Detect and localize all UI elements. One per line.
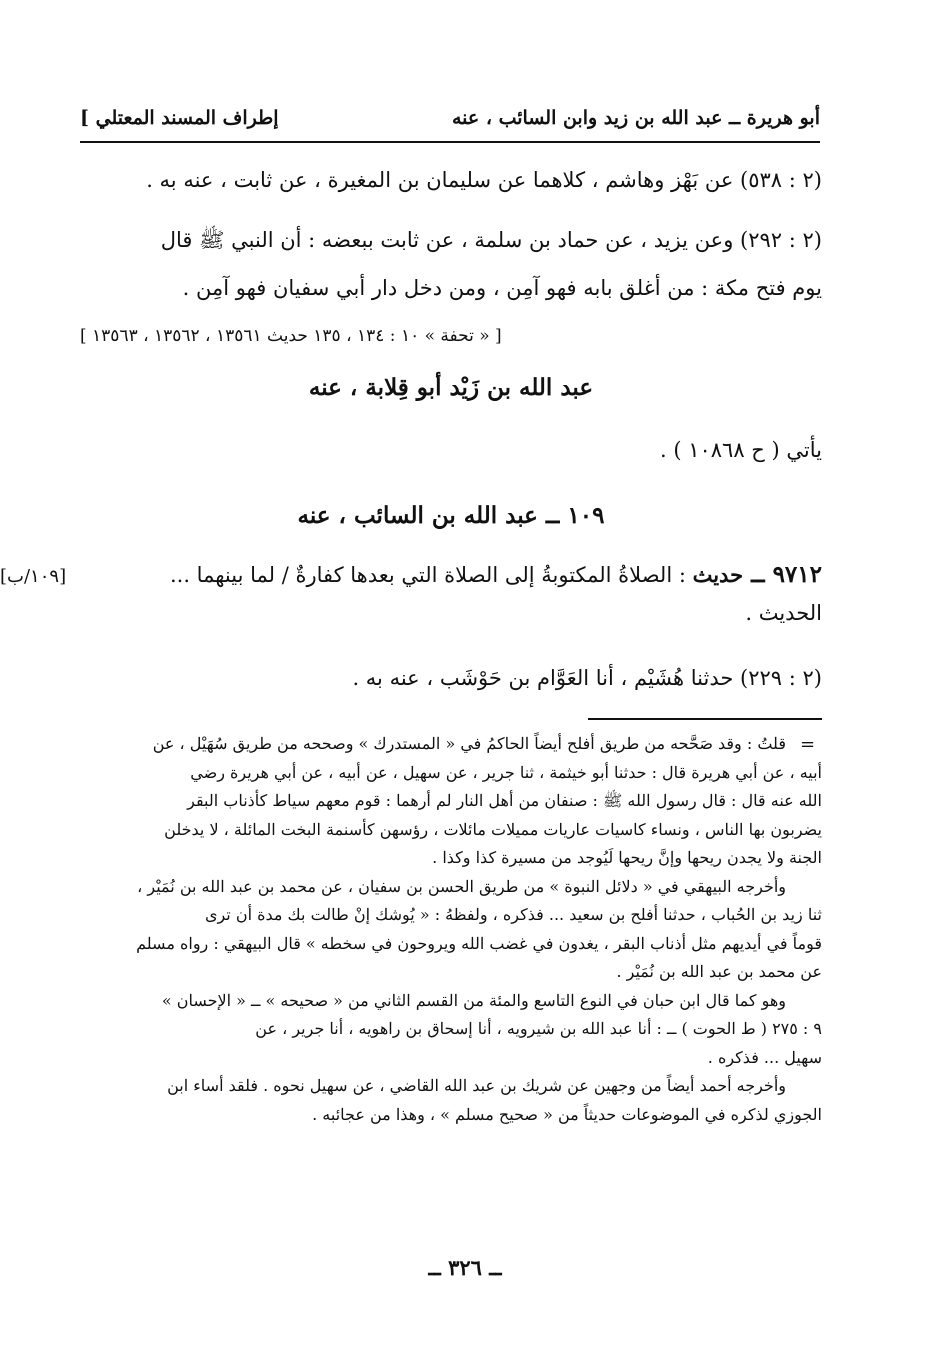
- hadith-line: الحديث .: [745, 601, 822, 625]
- hadith-number: ٩٧١٢: [772, 561, 822, 588]
- footnote-line: ٩ : ٢٧٥ ( ط الحوت ) ــ : أنا عبد الله بن شيرويه ، أنا إسحاق بن راهويه ، أنا جرير ، عن: [255, 1019, 822, 1038]
- footnote-line: قلتُ : وقد صَحَّحه من طريق أفلح أيضاً الحاكمُ في « المستدرك » وصححه من طريق سُهَيْل ، عن: [152, 734, 786, 753]
- footnote-line: أبيه ، عن أبي هريرة قال : حدثنا أبو خيثمة ، ثنا جرير ، عن سهيل ، عن أبيه ، عن أبي هريرة رضي: [190, 762, 822, 782]
- hadith-dash: ــ: [743, 561, 773, 588]
- text-line: يأتي ( ح ١٠٨٦٨ ) .: [660, 438, 822, 462]
- text-line: (٢ : ٥٣٨) عن بَهْز وهاشم ، كلاهما عن سليمان بن المغيرة ، عن ثابت ، عنه به .: [146, 168, 822, 192]
- footnote-line: وهو كما قال ابن حبان في النوع التاسع والمئة من القسم الثاني من « صحيحه » ــ « الإحسان »: [161, 990, 786, 1010]
- text-line: يوم فتح مكة : من أغلق بابه فهو آمِن ، ومن دخل دار أبي سفيان فهو آمِن .: [182, 276, 822, 300]
- text-line: (٢ : ٢٢٩) حدثنا هُشَيْم ، أنا العَوَّام بن حَوْشَب ، عنه به .: [352, 666, 822, 690]
- footnote-line: الله عنه قال : قال رسول الله ﷺ : صنفان من أهل النار لم أرهما : قوم معهم سياط كأذناب البقر: [187, 791, 822, 810]
- footnote-separator: [588, 718, 822, 720]
- tuhfa-reference: [ « تحفة » ١٠ : ١٣٤ ، ١٣٥ حديث ١٣٥٦١ ، ١٣٥٦٢ ، ١٣٥٦٣ ]: [80, 326, 502, 346]
- section-heading-109: ١٠٩ ــ عبد الله بن السائب ، عنه: [297, 502, 605, 529]
- footnote-continuation-mark: =: [800, 734, 816, 755]
- hadith-9712: [80, 556, 822, 632]
- footnote-line: وأخرجه أحمد أيضاً من وجهين عن شريك بن عبد الله القاضي ، عن سهيل نحوه . فلقد أساء ابن: [167, 1076, 786, 1095]
- footnote-line: سهيل ... فذكره .: [707, 1047, 822, 1067]
- footnote-line: عن محمد بن عبد الله بن نُمَيْر .: [616, 962, 822, 981]
- paragraph-292: [80, 222, 822, 306]
- header-title: أبو هريرة ــ عبد الله بن زيد وابن السائب ، عنه: [451, 107, 820, 129]
- hadith-line: [80, 556, 822, 594]
- footnote-line: ثنا زيد بن الحُباب ، حدثنا أفلح بن سعيد ... فذكره ، ولفظهُ : « يُوشك إنْ طالت بك مدة أن ترى: [204, 905, 822, 924]
- hadith-keyword: حديث: [692, 562, 744, 587]
- hadith-text: : الصلاةُ المكتوبةُ إلى الصلاة التي بعدها كفارةٌ / لما بينهما ...: [169, 563, 693, 587]
- text-line: (٢ : ٢٩٢) وعن يزيد ، عن حماد بن سلمة ، عن ثابت ببعضه : أن النبي ﷺ قال: [160, 228, 822, 252]
- footnotes: [80, 730, 822, 1129]
- footnote-line: قوماً في أيديهم مثل أذناب البقر ، يغدون في غضب الله ويروحون في سخطه » قال البيهقي : رواه مسلم: [136, 933, 822, 953]
- paragraph-538: [80, 162, 822, 198]
- running-header: [80, 105, 820, 143]
- paragraph-229: [80, 660, 822, 696]
- paragraph-cross-ref: [80, 432, 822, 468]
- footnote-line: الجوزي لذكره في الموضوعات حديثاً من « صحيح مسلم » ، وهذا من عجائبه .: [312, 1104, 822, 1124]
- page-number: ــ ٣٢٦ ــ: [428, 1255, 502, 1280]
- footnote-line: الجنة ولا يجدن ريحها وإنَّ ريحها لَيُوجد من مسيرة كذا وكذا .: [432, 848, 822, 867]
- margin-folio-note: [١٠٩/ب]: [0, 566, 67, 587]
- header-book-title: [ إطراف المسند المعتلي: [80, 107, 279, 129]
- footnote-line: وأخرجه البيهقي في « دلائل النبوة » من طريق الحسن بن سفيان ، عن محمد بن عبد الله بن نُمَيْر ،: [137, 876, 786, 896]
- section-heading-abu-qilaba: عبد الله بن زَيْد أبو قِلابة ، عنه: [308, 374, 594, 401]
- footnote-line: يضربون بها الناس ، ونساء كاسيات عاريات مميلات مائلات ، رؤسهن كأسنمة البخت المائلة ، لا يدخلن: [164, 819, 822, 839]
